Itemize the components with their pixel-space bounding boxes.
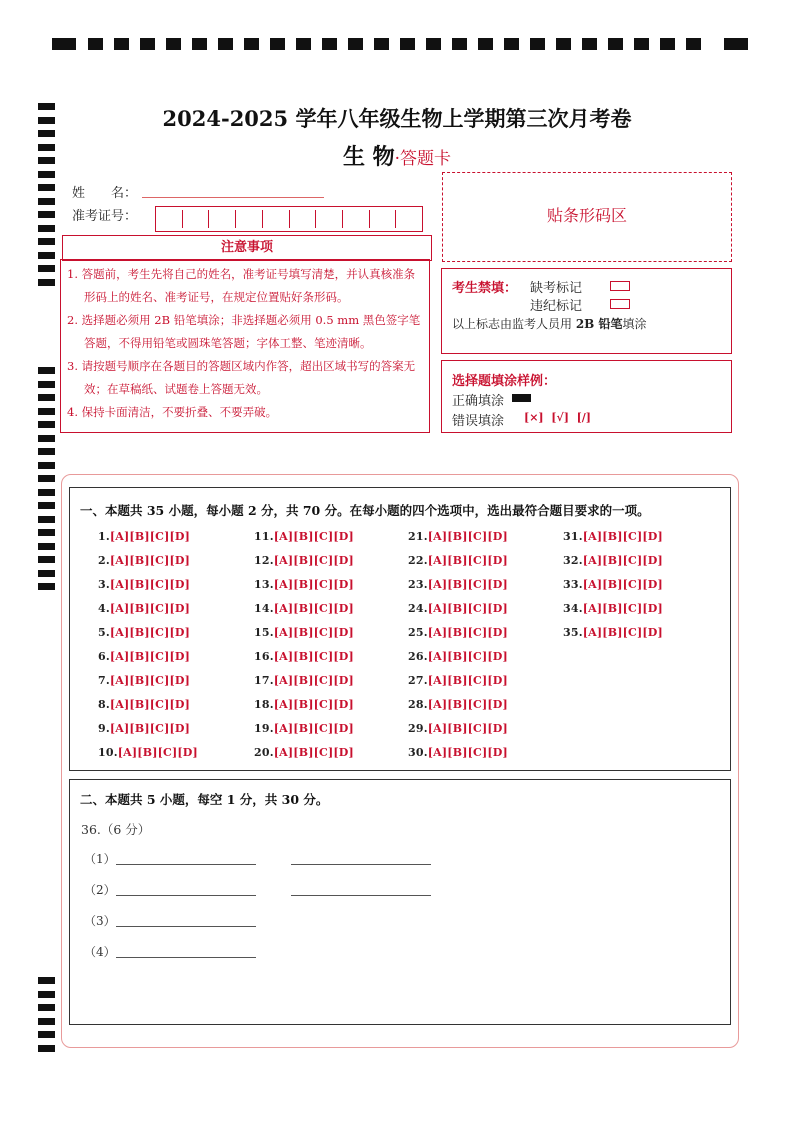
timing-mark [530,38,545,50]
choice-question[interactable] [254,722,354,735]
question-number: 22. [408,554,428,567]
choice-question[interactable] [408,554,508,567]
timing-mark [192,38,207,50]
question-number: 26. [408,650,428,663]
timing-mark [38,171,55,178]
answer-options[interactable]: [A][B][C][D] [273,674,354,687]
barcode-area: 贴条形码区 [442,172,732,262]
question-number: 8. [98,698,110,711]
question-number: 30. [408,746,428,759]
answer-options[interactable]: [A][B][C][D] [109,722,191,735]
answer-options[interactable]: [A][B][C][D] [109,698,191,711]
timing-mark [38,570,55,577]
section-2-fill [69,779,731,1025]
question-number: 10. [98,746,118,759]
choice-question[interactable] [98,602,190,615]
question-number: 1. [98,530,110,543]
timing-mark [426,38,441,50]
question-number: 19. [254,722,274,735]
id-digit-box[interactable] [183,210,210,228]
question-number: 34. [563,602,583,615]
timing-mark [38,211,55,218]
answer-options[interactable]: [A][B][C][D] [582,578,663,591]
answer-options[interactable]: [A][B][C][D] [109,674,191,687]
timing-mark [244,38,259,50]
answer-options[interactable]: [A][B][C][D] [273,650,354,663]
question-number: 15. [254,626,274,639]
fill-sample-title: 选择题填涂样例： [452,374,557,389]
timing-mark [38,502,55,509]
answer-line[interactable] [116,957,256,958]
answer-options[interactable]: [A][B][C][D] [427,698,508,711]
timing-mark [38,448,55,455]
choice-question[interactable] [98,722,190,735]
question-number: 28. [408,698,428,711]
id-digit-box[interactable] [209,210,236,228]
section-1-choice [69,487,731,771]
question-number: 2. [98,554,110,567]
answer-options[interactable]: [A][B][C][D] [273,602,354,615]
timing-mark [38,1045,55,1052]
answer-options[interactable]: [A][B][C][D] [582,554,663,567]
correct-fill-label: 正确填涂 [452,394,505,409]
choice-question[interactable] [563,530,663,543]
notice-item: 2. 选择题必须用 2B 铅笔填涂；非选择题必须用 0.5 mm 黑色签字笔答题，不得用铅笔或圆珠笔答题；字体工整、笔迹清晰。 [67,313,421,350]
choice-question[interactable] [563,602,663,615]
answer-options[interactable]: [A][B][C][D] [582,530,663,543]
question-number: 27. [408,674,428,687]
notice-item: 1. 答题前，考生先将自己的姓名，准考证号填写清楚，并认真核准条形码上的姓名、准考证号，在规定位置贴好条形码。 [67,267,416,304]
forbidden-box [441,268,732,354]
question-36-label: 36.（6 分） [81,822,151,837]
choice-question[interactable] [408,650,508,663]
choice-question[interactable] [408,530,508,543]
timing-mark [582,38,597,50]
section-2-title: 二、本题共 5 小题，每空 1 分，共 30 分。 [80,792,329,807]
violation-mark-label: 违纪标记 [530,299,583,314]
timing-mark [452,38,467,50]
timing-mark [38,516,55,523]
timing-mark [52,38,76,50]
page-subtitle [0,140,794,171]
correct-fill-sample [512,394,531,402]
question-number: 11. [254,530,274,543]
answer-options[interactable]: [A][B][C][D] [273,626,354,639]
question-number: 32. [563,554,583,567]
choice-question[interactable] [98,554,190,567]
notice-item: 3. 请按题号顺序在各题目的答题区域内作答，超出区域书写的答案无效；在草稿纸、试题卷上答题无效。 [67,359,416,396]
answer-options[interactable]: [A][B][C][D] [273,722,354,735]
question-number: 3. [98,578,110,591]
timing-mark [38,977,55,984]
timing-mark [724,38,748,50]
answer-options[interactable]: [A][B][C][D] [427,530,508,543]
question-number: 5. [98,626,110,639]
id-digit-box[interactable] [316,210,343,228]
timing-mark [38,991,55,998]
top-timing-marks [52,38,748,51]
fill-sample-box [441,360,732,433]
id-digit-box[interactable] [156,210,183,228]
question-number: 7. [98,674,110,687]
question-number: 20. [254,746,274,759]
answer-options[interactable]: [A][B][C][D] [109,578,191,591]
name-field[interactable] [142,196,324,198]
timing-mark [38,198,55,205]
timing-mark [38,435,55,442]
answer-options[interactable]: [A][B][C][D] [582,602,663,615]
notice-title: 注意事项 [62,235,432,261]
question-number: 9. [98,722,110,735]
timing-mark [38,543,55,550]
card-type: ·答题卡 [394,149,452,169]
question-number: 17. [254,674,274,687]
timing-mark [38,556,55,563]
choice-question[interactable] [408,674,508,687]
timing-mark [38,381,55,388]
question-number: 23. [408,578,428,591]
blank-label: （4） [84,945,116,959]
timing-mark [38,367,55,374]
timing-mark [348,38,363,50]
absent-mark-label: 缺考标记 [530,281,583,296]
answer-line[interactable] [116,895,256,896]
answer-options[interactable]: [A][B][C][D] [109,650,191,663]
timing-mark [88,38,103,50]
choice-question[interactable] [563,554,663,567]
choice-question[interactable] [254,626,354,639]
choice-question[interactable] [254,746,354,759]
blank-label: （3） [84,914,116,928]
timing-mark [38,279,55,286]
timing-mark [114,38,129,50]
violation-mark-box[interactable] [610,299,630,309]
question-number: 31. [563,530,583,543]
subject-name: 生 物 [342,144,395,170]
choice-question[interactable] [254,554,354,567]
choice-question[interactable] [98,530,190,543]
answer-options[interactable]: [A][B][C][D] [273,530,354,543]
choice-question[interactable] [408,602,508,615]
answer-options[interactable]: [A][B][C][D] [109,602,191,615]
choice-question[interactable] [254,650,354,663]
choice-question[interactable] [408,698,508,711]
choice-question[interactable] [98,674,190,687]
answer-options[interactable]: [A][B][C][D] [273,746,354,759]
timing-mark [38,475,55,482]
answer-options[interactable]: [A][B][C][D] [427,674,508,687]
section-1-title: 一、本题共 35 小题，每小题 2 分，共 70 分。在每小题的四个选项中，选出最符合题目要求的一项。 [80,503,650,518]
choice-question[interactable] [408,722,508,735]
choice-question[interactable] [254,578,354,591]
answer-options[interactable]: [A][B][C][D] [273,698,354,711]
id-digit-box[interactable] [263,210,290,228]
timing-mark [686,38,701,50]
id-digit-box[interactable] [236,210,263,228]
timing-mark [374,38,389,50]
choice-question[interactable] [254,602,354,615]
id-digit-box[interactable] [396,210,422,228]
choice-question[interactable] [408,578,508,591]
answer-options[interactable]: [A][B][C][D] [427,602,508,615]
timing-mark [38,583,55,590]
answer-options[interactable]: [A][B][C][D] [427,554,508,567]
answer-line[interactable] [291,864,431,865]
answer-line[interactable] [116,926,256,927]
timing-mark [608,38,623,50]
question-number: 35. [563,626,583,639]
question-number: 24. [408,602,428,615]
name-label: 姓 名： [72,186,138,201]
wrong-fill-label: 错误填涂 [452,414,505,429]
timing-mark [556,38,571,50]
choice-question[interactable] [254,530,354,543]
timing-mark [166,38,181,50]
question-number: 21. [408,530,428,543]
question-number: 25. [408,626,428,639]
blank-label: （1） [84,852,116,866]
choice-question[interactable] [98,650,190,663]
choice-question[interactable] [408,746,508,759]
answer-options[interactable]: [A][B][C][D] [582,626,663,639]
timing-mark [140,38,155,50]
answer-options[interactable]: [A][B][C][D] [427,722,508,735]
timing-mark [218,38,233,50]
timing-mark [38,252,55,259]
timing-mark [38,408,55,415]
id-digit-box[interactable] [290,210,317,228]
id-digit-box[interactable] [343,210,370,228]
timing-mark [38,238,55,245]
timing-mark [38,1004,55,1011]
answer-line[interactable] [116,864,256,865]
answer-options[interactable]: [A][B][C][D] [109,626,191,639]
choice-question[interactable] [254,674,354,687]
timing-mark [296,38,311,50]
timing-mark [38,1018,55,1025]
answer-options[interactable]: [A][B][C][D] [273,578,354,591]
choice-question[interactable] [98,626,190,639]
timing-mark [504,38,519,50]
exam-id-boxes[interactable] [155,206,423,232]
answer-options[interactable]: [A][B][C][D] [427,746,508,759]
notice-body [60,259,430,433]
timing-mark [634,38,649,50]
question-number: 12. [254,554,274,567]
answer-options[interactable]: [A][B][C][D] [427,626,508,639]
notice-item: 4. 保持卡面清洁，不要折叠、不要弄破。 [67,405,278,419]
timing-mark [38,462,55,469]
answer-options[interactable]: [A][B][C][D] [427,578,508,591]
timing-mark [322,38,337,50]
wrong-fill-samples: [×] [√] [/] [524,411,592,424]
question-number: 16. [254,650,274,663]
question-number: 29. [408,722,428,735]
absent-mark-box[interactable] [610,281,630,291]
choice-question[interactable] [563,578,663,591]
question-number: 14. [254,602,274,615]
id-digit-box[interactable] [370,210,397,228]
question-number: 33. [563,578,583,591]
choice-question[interactable] [408,626,508,639]
timing-mark [478,38,493,50]
choice-question[interactable] [254,698,354,711]
timing-mark [38,489,55,496]
answer-options[interactable]: [A][B][C][D] [109,554,191,567]
answer-line[interactable] [291,895,431,896]
timing-mark [38,184,55,191]
question-number: 13. [254,578,274,591]
choice-question[interactable] [98,698,190,711]
timing-mark [38,1031,55,1038]
question-number: 18. [254,698,274,711]
timing-mark [38,394,55,401]
timing-mark [38,265,55,272]
forbidden-note: 以上标志由监考人员用 2B 铅笔填涂 [452,317,647,331]
answer-options[interactable]: [A][B][C][D] [427,650,508,663]
question-number: 4. [98,602,110,615]
timing-mark [400,38,415,50]
question-number: 6. [98,650,110,663]
timing-mark [270,38,285,50]
timing-mark [38,225,55,232]
choice-question[interactable] [98,746,198,759]
exam-id-label: 准考证号： [72,209,138,224]
blank-label: （2） [84,883,116,897]
forbidden-title: 考生禁填： [452,281,518,296]
timing-mark [660,38,675,50]
answer-options[interactable]: [A][B][C][D] [273,554,354,567]
answer-options[interactable]: [A][B][C][D] [117,746,198,759]
timing-mark [38,421,55,428]
choice-question[interactable] [98,578,190,591]
timing-mark [38,529,55,536]
choice-question[interactable] [563,626,663,639]
answer-options[interactable]: [A][B][C][D] [109,530,191,543]
page-title: 2024-2025 学年八年级生物上学期第三次月考卷 [162,106,632,131]
